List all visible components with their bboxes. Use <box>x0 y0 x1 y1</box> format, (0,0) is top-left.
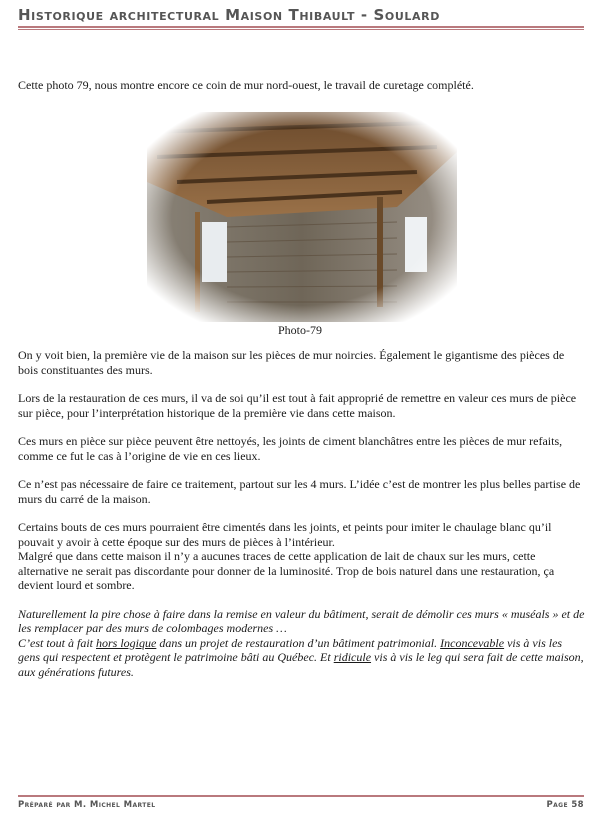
paragraph-3: Ces murs en pièce sur pièce peuvent être nettoyés, les joints de ciment blanchâtres entre les pièces de mur refaits, comme ce fut le cas à l’origine de vie en ces lieux. <box>18 434 563 463</box>
underlined-text: Inconcevable <box>440 635 505 650</box>
italic-block <box>18 607 586 680</box>
header-rule <box>18 26 584 28</box>
underlined-text: ridicule <box>333 650 372 664</box>
underlined-text: hors logique <box>96 635 157 650</box>
interior-room-photo <box>147 112 457 322</box>
paragraph-2: Lors de la restauration de ces murs, il va de soi qu’il est tout à fait approprié de remettre en valeur ces murs de pièce sur pièce, pour l’interprétation historique de la première vie dans cette maison. <box>18 391 577 420</box>
photo-caption: Photo-79 <box>277 323 322 337</box>
italic-text: C’est tout à fait <box>18 635 96 650</box>
paragraph-1: On y voit bien, la première vie de la maison sur les pièces de mur noircies. Également le gigantisme des pièces de bois constituantes des murs. <box>18 348 565 377</box>
header-rule-thin <box>18 29 584 30</box>
footer-row <box>18 800 584 810</box>
italic-paragraph-1: Naturellement la pire chose à faire dans la remise en valeur du bâtiment, serait de démolir ces murs « muséals » et de les remplacer par des murs de colombages modernes … <box>18 606 585 635</box>
italic-text: vis à vis le leg qui sera fait de cette maison, aux générations futures. <box>18 650 584 679</box>
photo-79 <box>147 112 457 322</box>
intro-paragraph: Cette photo 79, nous montre encore ce coin de mur nord-ouest, le travail de curetage complété. <box>18 78 474 92</box>
italic-text: vis à vis les gens qui respectent et protègent le patrimoine bâti au Québec. Et <box>18 635 563 664</box>
footer-rule <box>18 795 584 797</box>
footer-author: Préparé par M. Michel Martel <box>18 800 156 810</box>
page-footer <box>18 795 584 810</box>
body-text <box>18 348 586 679</box>
page-header <box>18 6 584 30</box>
italic-paragraph-2 <box>18 636 586 680</box>
paragraph-5: Certains bouts de ces murs pourraient être cimentés dans les joints, et peints pour imiter le chaulage blanc qu’il pouvait y avoir à cette époque sur des murs de pièces à l’intérieur. <box>18 520 552 549</box>
italic-text: dans un projet de restauration d’un bâtiment patrimonial. <box>156 635 441 650</box>
page-number: Page 58 <box>546 800 584 810</box>
paragraph-6: Malgré que dans cette maison il n’y a aucunes traces de cette application de lait de chaux sur les murs, cette alternative ne serait pas discordante pour donner de la luminosité. Trop de bois naturel dans une restauration, ça devient lourd et sombre. <box>18 549 555 592</box>
paragraph-4: Ce n’est pas nécessaire de faire ce traitement, partout sur les 4 murs. L’idée c’est de montrer les plus belles partise de murs du carré de la maison. <box>18 477 581 506</box>
document-title: Historique architectural Maison Thibault - Soulard <box>18 6 440 24</box>
